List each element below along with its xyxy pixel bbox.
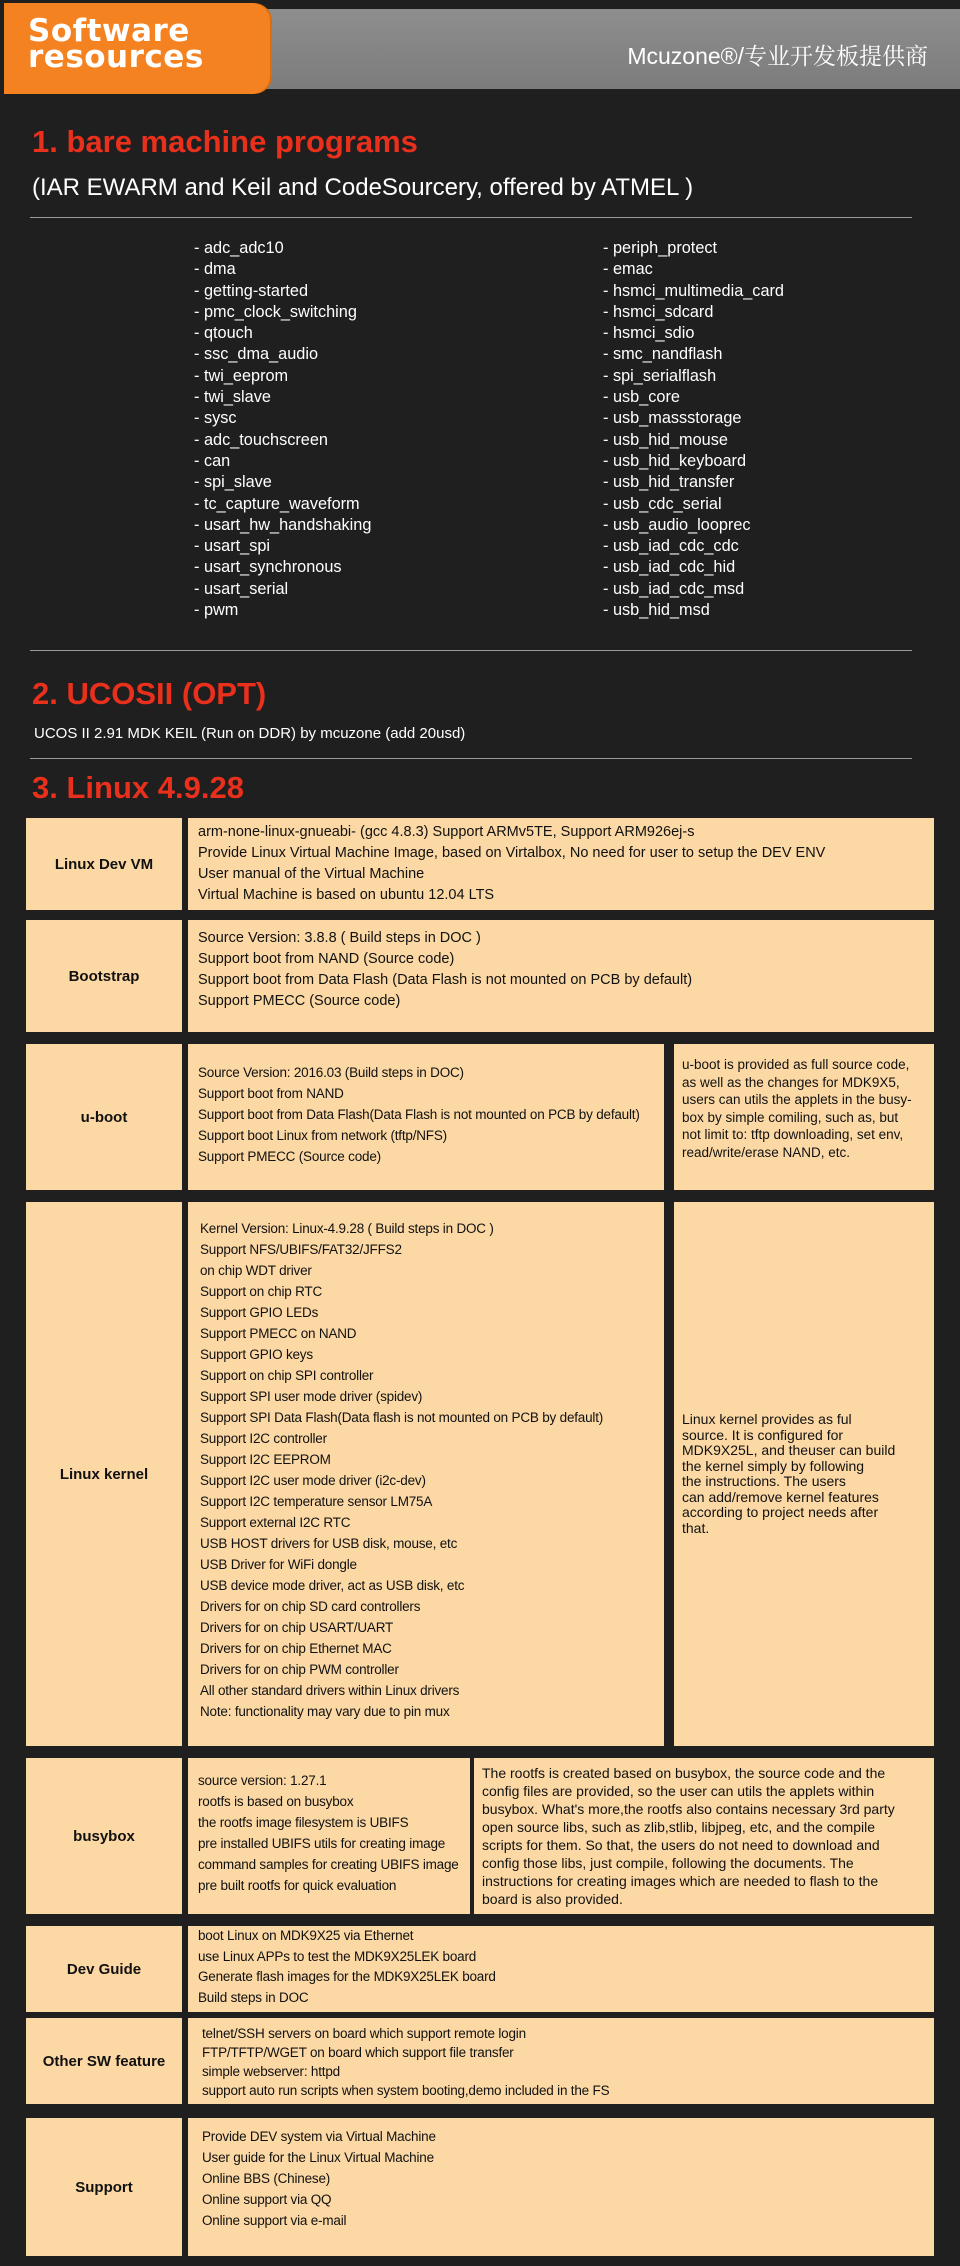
detail-line: Online support via e-mail — [202, 2213, 347, 2228]
list-item: - tc_capture_waveform — [194, 494, 371, 515]
detail-line: Support I2C EEPROM — [200, 1452, 331, 1467]
list-item: - ssc_dma_audio — [194, 344, 371, 365]
list-item: - periph_protect — [603, 238, 784, 259]
detail-line: pre installed UBIFS utils for creating image — [198, 1836, 446, 1851]
badge-line-2: resources — [28, 39, 204, 75]
note-line: source. It is configured for — [682, 1426, 844, 1443]
detail-line: Support PMECC (Source code) — [198, 1149, 381, 1164]
row-details — [188, 2018, 934, 2104]
detail-line: Support NFS/UBIFS/FAT32/JFFS2 — [200, 1242, 402, 1257]
table-row — [26, 2118, 934, 2256]
row-details — [188, 1202, 664, 1746]
list-item: - usb_hid_msd — [603, 600, 784, 621]
detail-line: Support I2C temperature sensor LM75A — [200, 1494, 433, 1509]
divider — [30, 650, 912, 651]
note-line: busybox. What's more,the rootfs also contains necessary 3rd party — [482, 1801, 895, 1817]
detail-line: support auto run scripts when system booting,demo included in the FS — [202, 2083, 610, 2098]
table-row — [26, 1202, 934, 1746]
row-label: Bootstrap — [26, 920, 182, 1032]
note-line: can add/remove kernel features — [682, 1488, 879, 1505]
list-item: - usb_iad_cdc_cdc — [603, 536, 784, 557]
list-item: - sysc — [194, 408, 371, 429]
note-line: read/write/erase NAND, etc. — [682, 1144, 851, 1160]
detail-line: Provide Linux Virtual Machine Image, based on Virtalbox, No need for user to setup the DEV ENV — [198, 845, 826, 861]
list-item: - pmc_clock_switching — [194, 302, 371, 323]
note-line: MDK9X25L, and theuser can build — [682, 1442, 896, 1458]
detail-line: Support external I2C RTC — [200, 1515, 351, 1530]
detail-line: telnet/SSH servers on board which support remote login — [202, 2026, 526, 2041]
badge-line-1: Software — [28, 13, 190, 49]
detail-line: Support boot from NAND — [198, 1086, 344, 1101]
list-item: - can — [194, 451, 371, 472]
row-note — [474, 1758, 934, 1914]
row-label: u-boot — [26, 1044, 182, 1190]
detail-line: User guide for the Linux Virtual Machine — [202, 2150, 434, 2165]
row-label: busybox — [26, 1758, 182, 1914]
note-line: box by simple comiling, such as, but — [682, 1109, 899, 1125]
list-item: - pwm — [194, 600, 371, 621]
detail-line: Support on chip SPI controller — [200, 1368, 374, 1383]
row-label: Other SW feature — [26, 2018, 182, 2104]
detail-line: Generate flash images for the MDK9X25LEK board — [198, 1969, 496, 1984]
row-label: Linux Dev VM — [26, 818, 182, 910]
list-item: - qtouch — [194, 323, 371, 344]
list-item: - hsmci_sdcard — [603, 302, 784, 323]
note-line: config files are provided, so the user can utils the applets within — [482, 1783, 875, 1799]
row-details — [188, 920, 934, 1032]
header-bar — [258, 9, 960, 89]
detail-line: USB HOST drivers for USB disk, mouse, etc — [200, 1536, 458, 1551]
list-item: - usb_cdc_serial — [603, 494, 784, 515]
company-title: Mcuzone®/专业开发板提供商 — [627, 43, 928, 69]
detail-line: command samples for creating UBIFS image — [198, 1857, 459, 1872]
list-item: - hsmci_multimedia_card — [603, 281, 784, 302]
row-label: Linux kernel — [26, 1202, 182, 1746]
detail-line: Support PMECC (Source code) — [198, 993, 401, 1009]
list-item: - dma — [194, 259, 371, 280]
list-item: - hsmci_sdio — [603, 323, 784, 344]
table-row — [26, 920, 934, 1032]
note-line: config those libs, just compile, following the documents. The — [482, 1855, 854, 1871]
list-item: - usb_iad_cdc_hid — [603, 557, 784, 578]
detail-line: Support SPI user mode driver (spidev) — [200, 1389, 423, 1404]
row-details — [188, 818, 934, 910]
row-details — [188, 1926, 934, 2012]
note-line: the instructions. The users — [682, 1473, 846, 1489]
detail-line: Support I2C user mode driver (i2c-dev) — [200, 1473, 426, 1488]
row-note — [674, 1202, 934, 1746]
detail-line: Build steps in DOC — [198, 1989, 309, 2005]
program-list-right — [603, 238, 784, 621]
detail-line: Drivers for on chip SD card controllers — [200, 1599, 421, 1614]
detail-line: All other standard drivers within Linux drivers — [200, 1683, 460, 1698]
note-line: u-boot is provided as full source code, — [682, 1057, 910, 1072]
detail-line: Virtual Machine is based on ubuntu 12.04 LTS — [198, 887, 495, 903]
section-badge — [4, 3, 270, 94]
detail-line: USB device mode driver, act as USB disk, etc — [200, 1578, 465, 1593]
table-row — [26, 2018, 934, 2104]
table-row — [26, 1044, 934, 1190]
table-row — [26, 1926, 934, 2012]
detail-line: Source Version: 2016.03 (Build steps in DOC) — [198, 1065, 464, 1080]
list-item: - usb_audio_looprec — [603, 515, 784, 536]
detail-line: Note: functionality may vary due to pin mux — [200, 1704, 450, 1719]
table-row — [26, 818, 934, 910]
list-item: - usart_spi — [194, 536, 371, 557]
list-item: - twi_eeprom — [194, 366, 371, 387]
detail-line: Support GPIO keys — [200, 1347, 313, 1362]
list-item: - usb_massstorage — [603, 408, 784, 429]
row-label: Dev Guide — [26, 1926, 182, 2012]
note-line: board is also provided. — [482, 1891, 623, 1907]
note-line: the kernel simply by following — [682, 1457, 865, 1474]
detail-line: rootfs is based on busybox — [198, 1794, 354, 1809]
detail-line: User manual of the Virtual Machine — [198, 866, 425, 882]
list-item: - adc_touchscreen — [194, 430, 371, 451]
divider — [30, 217, 912, 218]
detail-line: use Linux APPs to test the MDK9X25LEK board — [198, 1948, 477, 1964]
detail-line: Support GPIO LEDs — [200, 1305, 319, 1320]
detail-line: Drivers for on chip USART/UART — [200, 1620, 394, 1635]
list-item: - spi_serialflash — [603, 366, 784, 387]
note-line: The rootfs is created based on busybox, the source code and the — [482, 1765, 886, 1781]
detail-line: Kernel Version: Linux-4.9.28 ( Build steps in DOC ) — [200, 1221, 494, 1236]
detail-line: Provide DEV system via Virtual Machine — [202, 2129, 436, 2144]
list-item: - twi_slave — [194, 387, 371, 408]
detail-line: Online support via QQ — [202, 2192, 332, 2207]
section1-title: 1. bare machine programs — [32, 124, 418, 159]
section2-title: 2. UCOSII (OPT) — [32, 676, 267, 711]
detail-line: Support boot from Data Flash(Data Flash is not mounted on PCB by default) — [198, 1107, 640, 1122]
detail-line: source version: 1.27.1 — [198, 1773, 327, 1788]
detail-line: Support PMECC on NAND — [200, 1326, 357, 1341]
program-list-left — [194, 238, 371, 621]
note-line: according to project needs after — [682, 1504, 879, 1520]
note-line: that. — [682, 1519, 710, 1536]
note-line: instructions for creating images which are needed to flash to the — [482, 1873, 879, 1889]
table-row — [26, 1758, 934, 1914]
note-line: users can utils the applets in the busy- — [682, 1092, 912, 1107]
detail-line: Support boot Linux from network (tftp/NFS) — [198, 1128, 447, 1143]
row-details — [188, 1044, 664, 1190]
detail-line: Support on chip RTC — [200, 1284, 323, 1299]
detail-line: Support boot from NAND (Source code) — [198, 951, 455, 967]
list-item: - usb_hid_transfer — [603, 472, 784, 493]
section1-subtitle: (IAR EWARM and Keil and CodeSourcery, offered by ATMEL ) — [32, 174, 694, 201]
section3-title: 3. Linux 4.9.28 — [32, 770, 244, 805]
detail-line: pre built rootfs for quick evaluation — [198, 1878, 397, 1893]
ucos-description: UCOS II 2.91 MDK KEIL (Run on DDR) by mcuzone (add 20usd) — [34, 725, 466, 742]
detail-line: arm-none-linux-gnueabi- (gcc 4.8.3) Support ARMv5TE, Support ARM926ej-s — [198, 824, 695, 840]
detail-line: the rootfs image filesystem is UBIFS — [198, 1815, 409, 1830]
list-item: - usart_synchronous — [194, 557, 371, 578]
row-details — [188, 2118, 934, 2256]
row-details — [188, 1758, 470, 1914]
list-item: - usart_hw_handshaking — [194, 515, 371, 536]
detail-line: boot Linux on MDK9X25 via Ethernet — [198, 1928, 414, 1943]
list-item: - adc_adc10 — [194, 238, 371, 259]
note-line: as well as the changes for MDK9X5, — [682, 1074, 900, 1090]
note-line: scripts for them. So that, the users do not need to download and — [482, 1837, 880, 1853]
detail-line: Support boot from Data Flash (Data Flash is not mounted on PCB by default) — [198, 972, 693, 988]
detail-line: Source Version: 3.8.8 ( Build steps in DOC ) — [198, 930, 481, 946]
detail-line: simple webserver: httpd — [202, 2064, 340, 2079]
list-item: - spi_slave — [194, 472, 371, 493]
list-item: - smc_nandflash — [603, 344, 784, 365]
page-header — [0, 0, 960, 99]
row-note — [674, 1044, 934, 1190]
list-item: - getting-started — [194, 281, 371, 302]
detail-line: on chip WDT driver — [200, 1263, 312, 1278]
list-item: - usb_hid_mouse — [603, 430, 784, 451]
detail-line: USB Driver for WiFi dongle — [200, 1557, 357, 1572]
note-line: Linux kernel provides as ful — [682, 1411, 852, 1427]
divider — [30, 758, 912, 759]
list-item: - usart_serial — [194, 579, 371, 600]
detail-line: Drivers for on chip Ethernet MAC — [200, 1641, 392, 1656]
list-item: - usb_hid_keyboard — [603, 451, 784, 472]
detail-line: FTP/TFTP/WGET on board which support file transfer — [202, 2045, 514, 2060]
detail-line: Drivers for on chip PWM controller — [200, 1662, 399, 1677]
note-line: not limit to: tftp downloading, set env, — [682, 1127, 904, 1142]
list-item: - usb_core — [603, 387, 784, 408]
note-line: open source libs, such as zlib,stlib, libjpeg, etc, and the compile — [482, 1819, 875, 1835]
list-item: - emac — [603, 259, 784, 280]
list-item: - usb_iad_cdc_msd — [603, 579, 784, 600]
detail-line: Online BBS (Chinese) — [202, 2171, 331, 2186]
row-label: Support — [26, 2118, 182, 2256]
detail-line: Support I2C controller — [200, 1431, 327, 1446]
detail-line: Support SPI Data Flash(Data flash is not mounted on PCB by default) — [200, 1410, 604, 1425]
